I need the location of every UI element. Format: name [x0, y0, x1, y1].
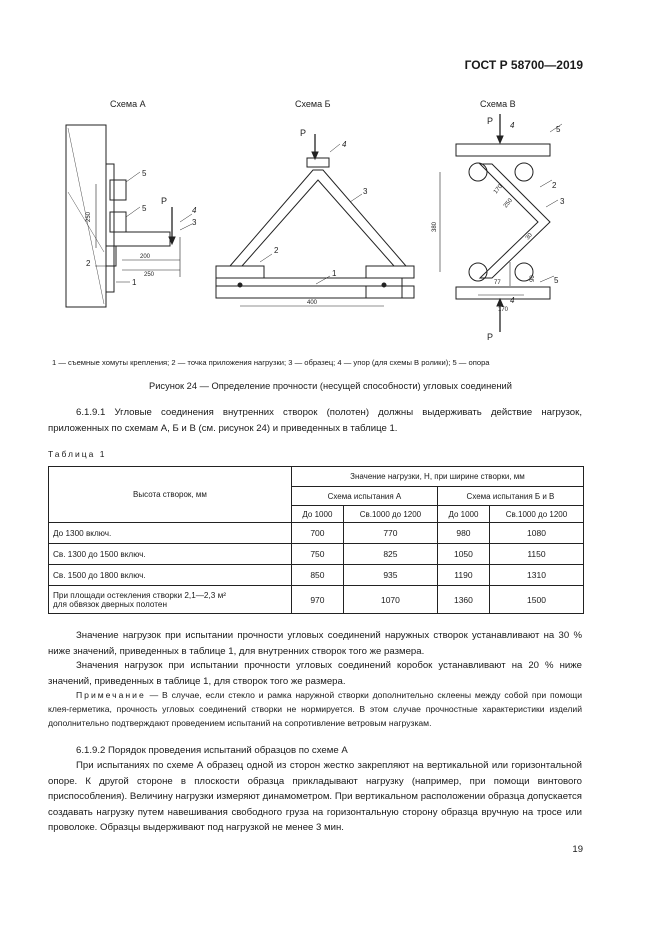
scheme-c-title: Схема В [480, 99, 516, 109]
paragraph-scheme-a-procedure: При испытаниях по схеме А образец одной из сторон жестко закрепляют на вертикальной или горизонтальной опоре. К другой стороне в плоскости образца прикладывают нагрузку (например, при помощи винтового приспособления). Величину нагрузки измеряют динамометром. При вертикальном расположении образца допускается создавать нагрузку путем навешивания свободного груза на горизонтальную сторону образца вручную на тросе или проволоке. Образцы выдерживают под нагрузкой не менее 3 мин. [48, 760, 582, 833]
svg-text:90: 90 [530, 275, 536, 282]
svg-text:30: 30 [524, 232, 534, 242]
scheme-c [432, 99, 565, 342]
svg-text:380: 380 [432, 221, 438, 232]
svg-text:2: 2 [86, 259, 91, 268]
load-table [48, 466, 584, 614]
svg-text:3: 3 [192, 218, 197, 227]
figure-caption: Рисунок 24 — Определение прочности (несущей способности) угловых соединений [149, 381, 512, 391]
sub-header: Св.1000 до 1200 [489, 506, 583, 523]
svg-text:P: P [161, 196, 168, 206]
paragraph-frames: Значения нагрузок при испытании прочности угловых соединений коробок устанавливают на 20 % ниже значений, приведенных в таблице 1, для створок того же размера. [48, 660, 582, 687]
svg-text:P: P [300, 128, 307, 138]
svg-text:200: 200 [140, 254, 151, 260]
header-scheme-bv: Схема испытания Б и В [437, 487, 583, 506]
svg-text:250: 250 [86, 211, 92, 222]
header-scheme-a: Схема испытания А [291, 487, 437, 506]
svg-text:1: 1 [132, 278, 137, 287]
note: Примечание — В случае, если стекло и рамка наружной створки дополнительно склеены между собой при помощи клея-герметика, прочность угловых соединений створки не нормируется. В этом случае прочностные характеристики изделий дополнительно подтверждают проведением испытаний на сопротивление ветровым нагрузкам. [48, 690, 583, 728]
section-heading-6-1-9-2: 6.1.9.2 Порядок проведения испытаний образцов по схеме А [76, 745, 348, 756]
scheme-a [66, 99, 197, 307]
figure-24 [40, 92, 600, 354]
sub-header: До 1000 [437, 506, 489, 523]
table-row: До 1300 включ. 700 770 980 1080 [49, 523, 584, 544]
svg-text:250: 250 [502, 197, 514, 210]
svg-text:2: 2 [552, 181, 557, 190]
standard-header: ГОСТ Р 58700—2019 [464, 58, 583, 72]
paragraph-6-1-9-1: 6.1.9.1 Угловые соединения внутренних створок (полотен) должны выдерживать действие нагрузок, приложенных по схемам А, Б и В (см. рисунок 24) и приведенных в таблице 1. [48, 407, 583, 434]
svg-text:4: 4 [510, 296, 515, 305]
svg-text:P: P [487, 332, 494, 342]
svg-text:170: 170 [498, 307, 509, 313]
table-row: Св. 1300 до 1500 включ. 750 825 1050 1150 [49, 544, 584, 565]
table-row: При площади остекления створки 2,1—2,3 м² для обвязок дверных полотен 970 1070 1360 1500 [49, 586, 584, 614]
svg-text:250: 250 [144, 272, 155, 278]
svg-text:3: 3 [363, 187, 368, 196]
page-number: 19 [572, 844, 583, 855]
svg-text:5: 5 [142, 204, 147, 213]
svg-text:77: 77 [494, 280, 501, 286]
svg-text:1: 1 [332, 269, 337, 278]
svg-text:400: 400 [307, 300, 318, 306]
svg-text:4: 4 [510, 121, 515, 130]
svg-text:2: 2 [274, 246, 279, 255]
scheme-b-title: Схема Б [295, 99, 331, 109]
svg-text:5: 5 [554, 276, 559, 285]
paragraph-outer-sashes: Значение нагрузок при испытании прочности угловых соединений наружных створок устанавливают на 30 % ниже значений, приведенных в таблице 1, для внутренних створок того же размера. [48, 630, 582, 657]
svg-text:4: 4 [192, 206, 197, 215]
svg-text:3: 3 [560, 197, 565, 206]
svg-text:5: 5 [142, 169, 147, 178]
svg-text:170: 170 [492, 183, 504, 196]
sub-header: Св.1000 до 1200 [343, 506, 437, 523]
svg-text:5: 5 [556, 125, 561, 134]
svg-text:4: 4 [342, 140, 347, 149]
table-label: Таблица 1 [48, 449, 107, 459]
header-height: Высота створок, мм [49, 467, 292, 523]
scheme-b [216, 99, 414, 306]
table-row: Св. 1500 до 1800 включ. 850 935 1190 1310 [49, 565, 584, 586]
svg-text:P: P [487, 116, 494, 126]
header-load: Значение нагрузки, Н, при ширине створки, мм [291, 467, 583, 487]
figure-legend: 1 — съемные хомуты крепления; 2 — точка приложения нагрузки; 3 — образец; 4 — упор (для схемы В ролики); 5 — опора [52, 358, 490, 367]
sub-header: До 1000 [291, 506, 343, 523]
scheme-a-title: Схема А [110, 99, 146, 109]
